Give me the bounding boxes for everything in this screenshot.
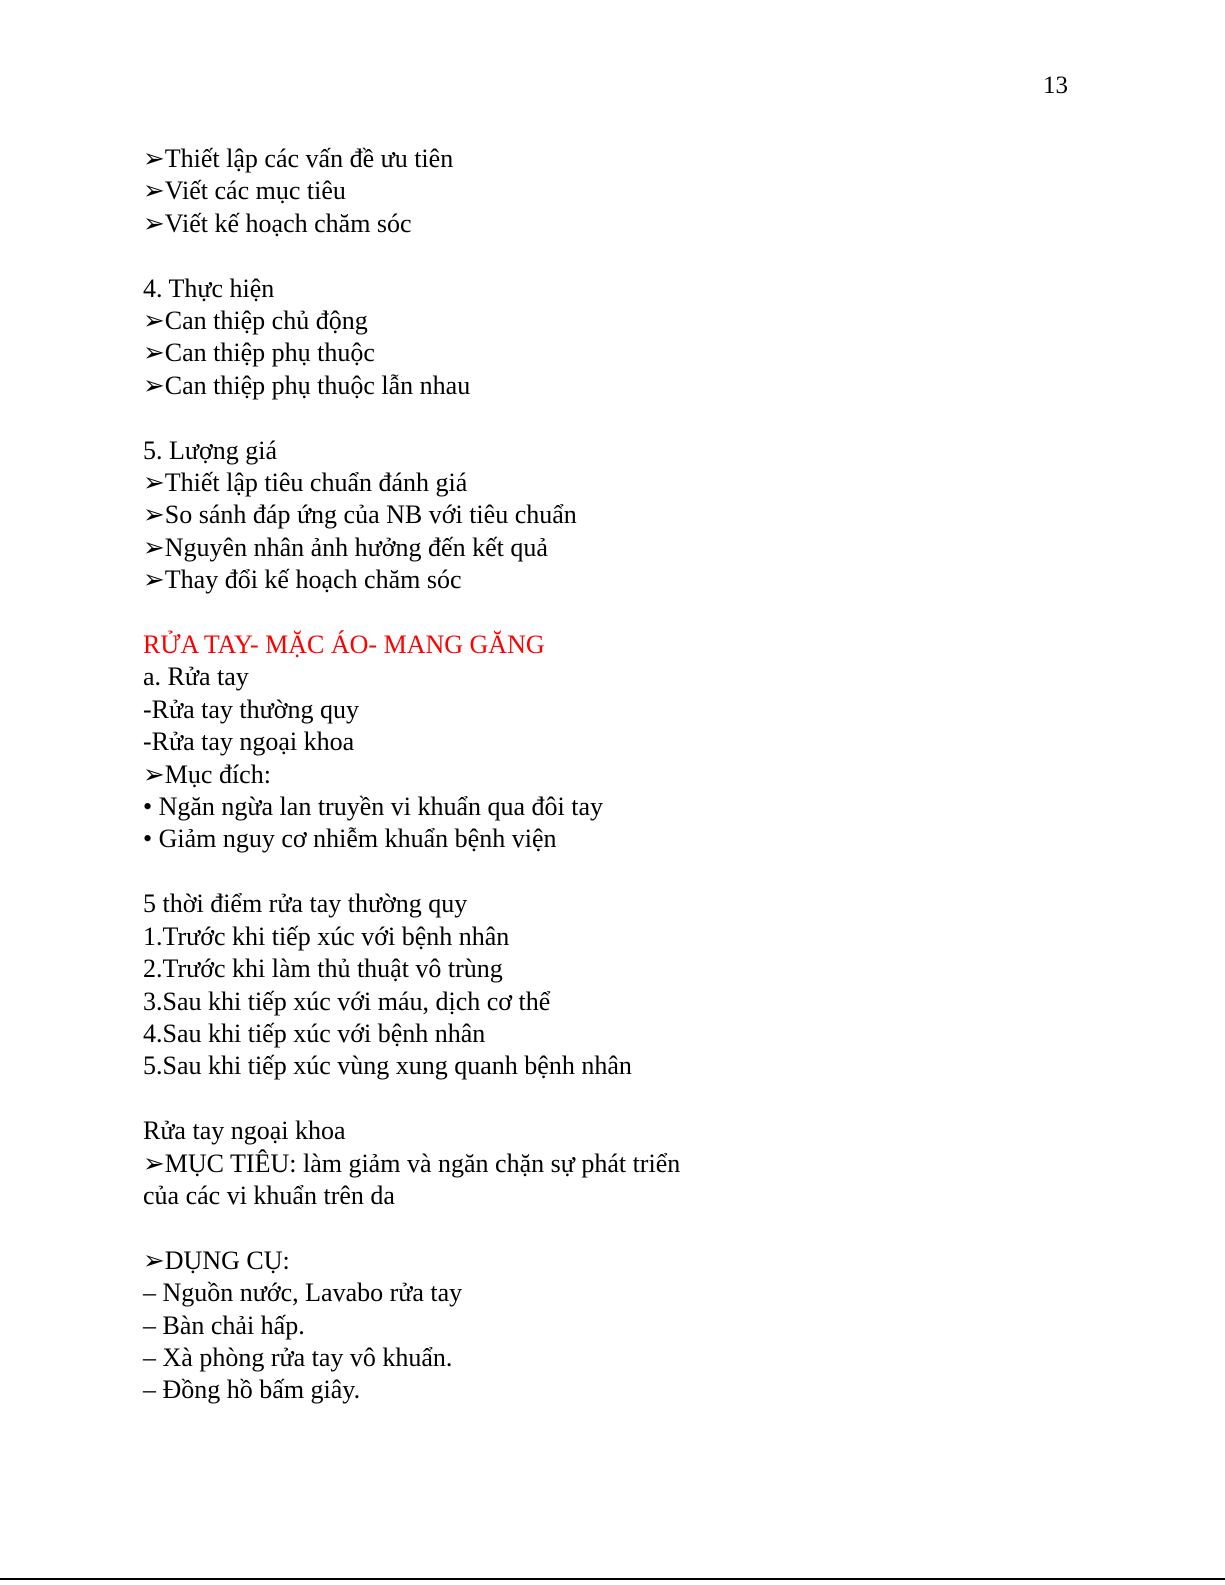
text-line: – Đồng hồ bấm giây. [143,1375,361,1405]
text-line: ➢Can thiệp phụ thuộc [143,338,375,368]
page-bottom-rule [0,1578,1225,1580]
text-line: ➢Viết kế hoạch chăm sóc [143,208,412,238]
text-line: -Rửa tay ngoại khoa [143,727,355,757]
text-line: – Bàn chải hấp. [143,1310,305,1340]
page-number: 13 [1043,72,1068,99]
text-line: -Rửa tay thường quy [143,694,359,724]
text-line: ➢Can thiệp chủ động [143,306,368,336]
text-line: ➢Mục đích: [143,759,271,789]
text-line: Rửa tay ngoại khoa [143,1116,346,1146]
text-line: 5. Lượng giá [143,435,277,465]
text-line: 4.Sau khi tiếp xúc với bệnh nhân [143,1018,486,1048]
text-line: • Ngăn ngừa lan truyền vi khuẩn qua đôi tay [143,792,604,822]
section-heading: RỬA TAY- MẶC ÁO- MANG GĂNG [143,630,545,660]
text-line: của các vi khuẩn trên da [143,1180,395,1210]
text-line: ➢Thiết lập các vấn đề ưu tiên [143,144,454,173]
blank-line [143,856,903,888]
document-body [143,143,903,1407]
blank-line [143,402,903,434]
blank-line [143,597,903,629]
blank-line [143,1083,903,1115]
text-line: – Nguồn nước, Lavabo rửa tay [143,1278,463,1308]
text-line: ➢Thay đổi kế hoạch chăm sóc [143,565,462,595]
text-line: ➢DỤNG CỤ: [143,1245,290,1275]
text-line: ➢Nguyên nhân ảnh hưởng đến kết quả [143,532,548,562]
text-line: ➢So sánh đáp ứng của NB với tiêu chuẩn [143,500,577,530]
text-line: a. Rửa tay [143,662,249,692]
text-line: 3.Sau khi tiếp xúc với máu, dịch cơ thể [143,986,551,1016]
text-line: 4. Thực hiện [143,273,275,303]
text-line: 5 thời điểm rửa tay thường quy [143,889,468,919]
text-line: 1.Trước khi tiếp xúc với bệnh nhân [143,921,510,951]
text-line: 2.Trước khi làm thủ thuật vô trùng [143,954,503,984]
text-line: ➢Thiết lập tiêu chuẩn đánh giá [143,468,468,498]
text-line: ➢Viết các mục tiêu [143,176,346,206]
text-line: • Giảm nguy cơ nhiễm khuẩn bệnh viện [143,824,557,854]
blank-line [143,240,903,272]
text-line: ➢MỤC TIÊU: làm giảm và ngăn chặn sự phát triển [143,1148,681,1178]
text-line: ➢Can thiệp phụ thuộc lẫn nhau [143,370,471,400]
blank-line [143,1212,903,1244]
text-line: – Xà phòng rửa tay vô khuẩn. [143,1342,453,1372]
text-line: 5.Sau khi tiếp xúc vùng xung quanh bệnh nhân [143,1051,632,1081]
